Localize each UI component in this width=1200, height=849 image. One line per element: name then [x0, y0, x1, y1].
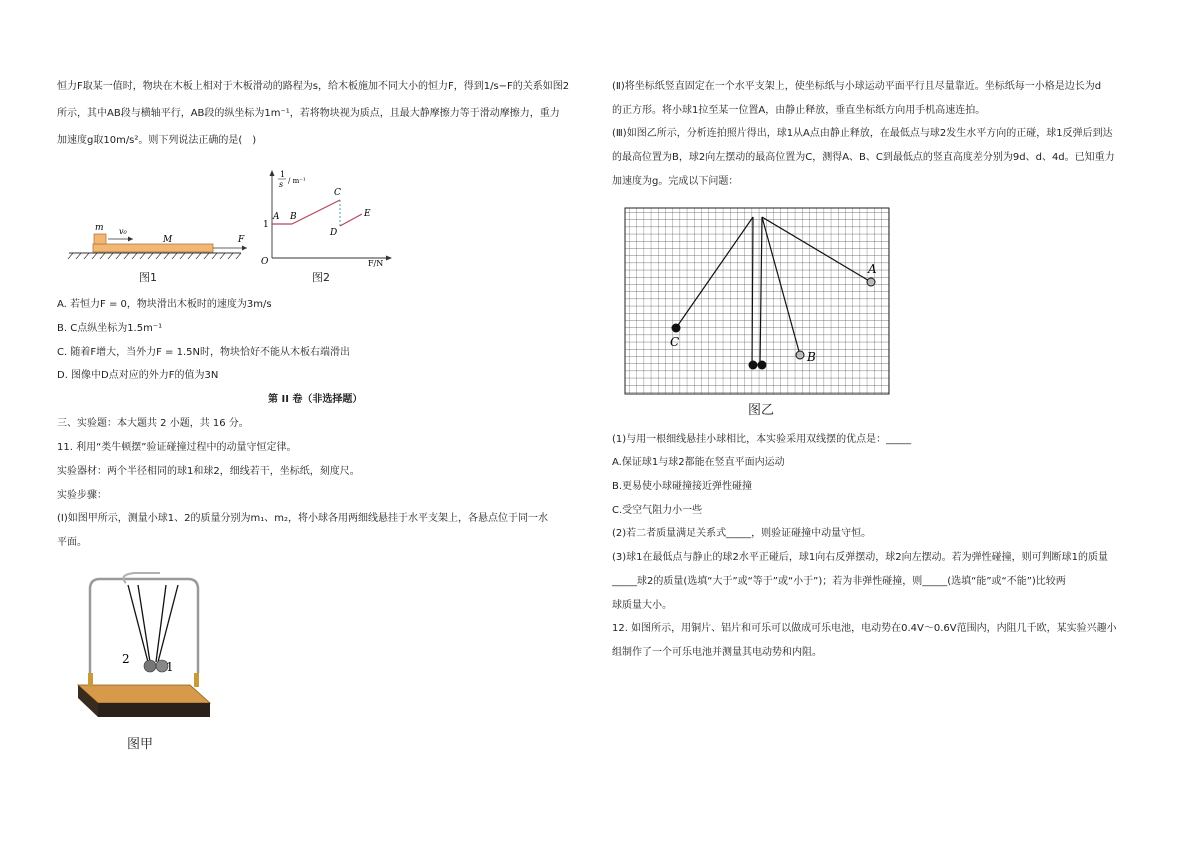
figure-yi-grid — [622, 205, 892, 397]
fig2-label-C: C — [334, 188, 341, 198]
figure-2-graph — [258, 168, 398, 268]
option-d: D. 图像中D点对应的外力F的值为3N — [57, 370, 219, 381]
step3-line1: (Ⅲ)如图乙所示，分析连拍照片得出，球1从A点由静止释放，在最低点与球2发生水平方向的正碰，球1反弹后到达 — [612, 128, 1113, 139]
section-3-heading: 三、实验题：本大题共 2 小题，共 16 分。 — [57, 418, 249, 429]
figjia-ball2-label: 2 — [122, 652, 130, 666]
step3-line3: 加速度为g。完成以下问题： — [612, 176, 739, 187]
fig2-tick-1: 1 — [263, 220, 269, 230]
steps-heading: 实验步骤： — [57, 490, 107, 501]
fig1-caption: 图1 — [139, 271, 157, 284]
section-title: 第 II 卷（非选择题） — [268, 394, 363, 405]
figyi-label-C: C — [670, 335, 680, 349]
step1-line1: (Ⅰ)如图甲所示，测量小球1、2的质量分别为m₁、m₂，将小球各用两细线悬挂于水平支架上，各悬点位于同一水 — [57, 513, 548, 524]
step2-line1: (Ⅱ)将坐标纸竖直固定在一个水平支架上，使坐标纸与小球运动平面平行且尽量靠近。坐标纸每一小格是边长为d — [612, 81, 1102, 92]
fig2-caption: 图2 — [312, 271, 330, 284]
option-a: A. 若恒力F = 0，物块滑出木板时的速度为3m/s — [57, 299, 272, 310]
q3-line2: _____球2的质量(选填“大于”或“等于”或“小于”)；若为非弹性碰撞，则_____(选填“能”或“不能”)比较两 — [612, 576, 1066, 587]
q2-text: (2)若二者质量满足关系式_____，则验证碰撞中动量守恒。 — [612, 528, 872, 539]
q12-line2: 组制作了一个可乐电池并测量其电动势和内阻。 — [612, 647, 822, 658]
fig2-xlabel: F/N — [368, 259, 384, 268]
fig1-label-M: M — [163, 235, 173, 245]
step2-line2: 的正方形。将小球1拉至某一位置A，由静止释放，垂直坐标纸方向用手机高速连拍。 — [612, 105, 986, 116]
q1-option-b: B.更易使小球碰撞接近弹性碰撞 — [612, 481, 753, 492]
figure-1-block-board — [65, 215, 255, 285]
fig2-ylabel-unit: / m⁻¹ — [288, 177, 306, 185]
q3-line1: (3)球1在最低点与静止的球2水平正碰后，球1向右反弹摆动，球2向左摆动。若为弹性碰撞，则可判断球1的质量 — [612, 552, 1108, 563]
q10-text-line2: 所示，其中AB段与横轴平行，AB段的纵坐标为1m⁻¹，若将物块视为质点，且最大静摩擦力等于滑动摩擦力，重力 — [57, 108, 560, 119]
figyi-label-B: B — [807, 350, 816, 364]
q10-text-line1: 恒力F取某一值时，物块在木板上相对于木板滑动的路程为s，给木板施加不同大小的恒力F，得到1/s−F的关系如图2 — [57, 81, 570, 92]
q1-text: (1)与用一根细线悬挂小球相比，本实验采用双线摆的优点是：_____ — [612, 434, 912, 445]
equipment-text: 实验器材：两个半径相同的球1和球2，细线若干，坐标纸，刻度尺。 — [57, 466, 360, 477]
figyi-caption: 图乙 — [748, 403, 775, 418]
figyi-label-A: A — [868, 262, 877, 276]
fig1-label-v0: v₀ — [119, 227, 127, 236]
fig2-label-E: E — [364, 209, 371, 219]
q1-option-a: A.保证球1与球2都能在竖直平面内运动 — [612, 457, 785, 468]
q10-text-line3: 加速度g取10m/s²。则下列说法正确的是( ) — [57, 135, 257, 146]
option-b: B. C点纵坐标为1.5m⁻¹ — [57, 323, 163, 334]
step3-line2: 的最高位置为B，球2向左摆动的最高位置为C，测得A、B、C到最低点的竖直高度差分别为9d、d、4d。已知重力 — [612, 152, 1115, 163]
q12-line1: 12. 如图所示，用铜片、铝片和可乐可以做成可乐电池，电动势在0.4V～0.6V范围内，内阻几千欧，某实验兴趣小 — [612, 623, 1117, 634]
fig2-label-A: A — [273, 212, 280, 222]
q3-line3: 球质量大小。 — [612, 600, 672, 611]
fig2-origin: O — [261, 257, 269, 267]
fig1-label-m: m — [95, 223, 104, 233]
figure-jia-cradle — [70, 565, 230, 730]
step1-line2: 平面。 — [57, 537, 87, 548]
fig2-ylabel-den: s — [279, 180, 284, 189]
figjia-ball1-label: 1 — [166, 660, 174, 674]
fig2-label-B: B — [290, 212, 297, 222]
fig2-ylabel-num: 1 — [280, 170, 286, 179]
option-c: C. 随着F增大，当外力F = 1.5N时，物块恰好不能从木板右端滑出 — [57, 347, 350, 358]
fig2-label-D: D — [330, 228, 338, 238]
fig1-label-F: F — [238, 235, 245, 245]
figjia-caption: 图甲 — [127, 737, 154, 752]
q11-title: 11. 利用“类牛顿摆”验证碰撞过程中的动量守恒定律。 — [57, 442, 297, 453]
q1-option-c: C.受空气阻力小一些 — [612, 505, 703, 516]
